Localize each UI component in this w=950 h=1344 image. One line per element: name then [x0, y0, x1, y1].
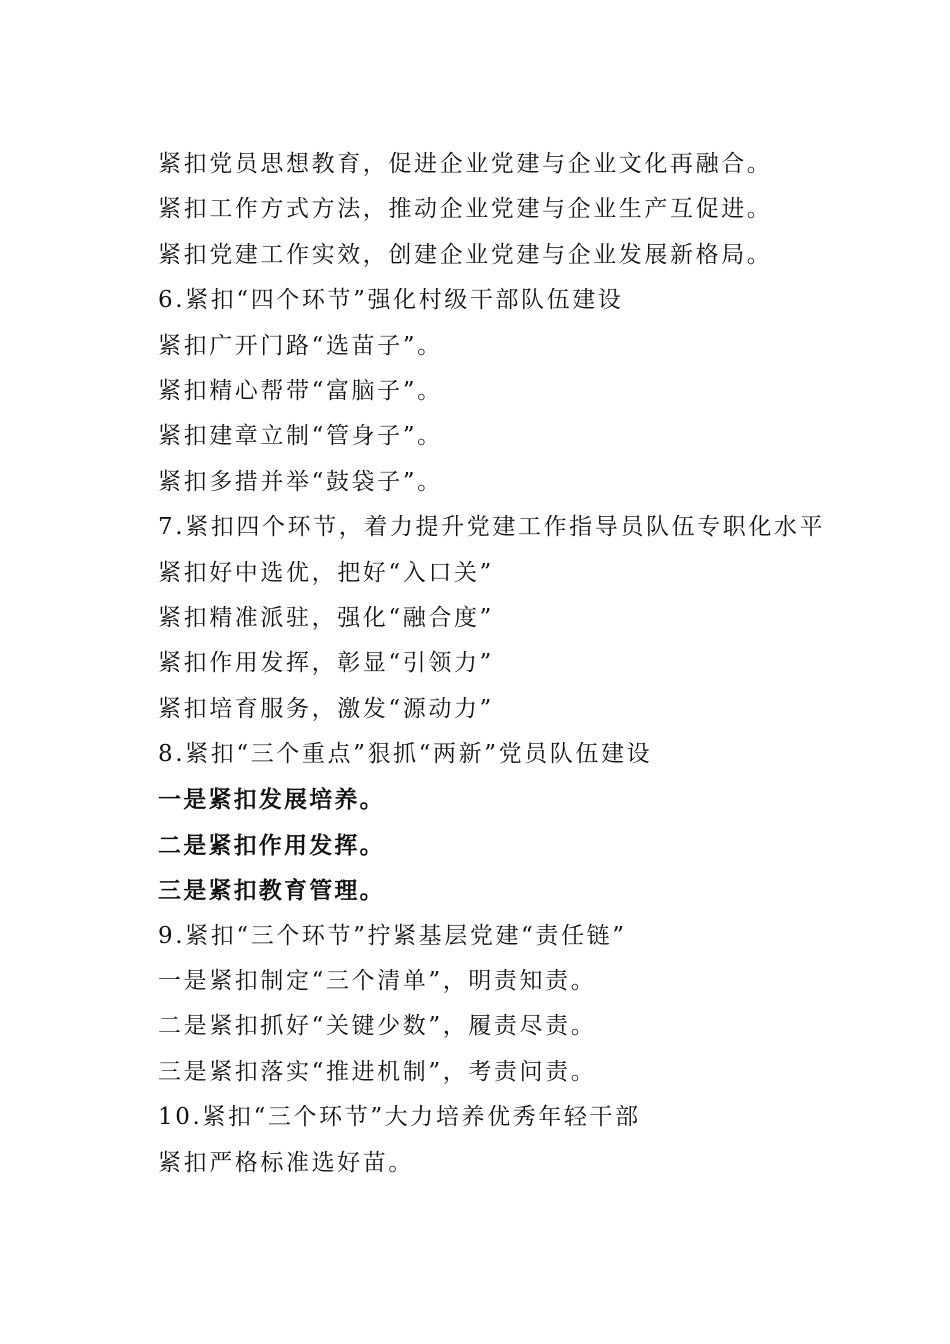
text-line: 紧扣作用发挥，彰显“引领力”	[158, 650, 494, 677]
section-heading: 6.紧扣“四个环节”强化村级干部队伍建设	[158, 287, 624, 314]
text-line: 紧扣严格标准选好苗。	[158, 1149, 414, 1176]
text-line: 紧扣广开门路“选苗子”。	[158, 332, 443, 359]
text-line: 三是紧扣落实“推进机制”，考责问责。	[158, 1058, 597, 1085]
text-line: 紧扣建章立制“管身子”。	[158, 423, 443, 450]
section-heading: 9.紧扣“三个环节”拧紧基层党建“责任链”	[158, 922, 627, 949]
text-line: 紧扣工作方式方法，推动企业党建与企业生产互促进。	[158, 196, 773, 223]
text-line: 紧扣好中选优，把好“入口关”	[158, 559, 494, 586]
section-heading: 10.紧扣“三个环节”大力培养优秀年轻干部	[158, 1104, 641, 1131]
section-heading: 8.紧扣“三个重点”狠抓“两新”党员队伍建设	[158, 741, 653, 768]
text-line: 紧扣多措并举“鼓袋子”。	[158, 468, 443, 495]
text-line: 二是紧扣作用发挥。	[158, 831, 385, 859]
section-heading: 7.紧扣四个环节，着力提升党建工作指导员队伍专职化水平	[158, 514, 826, 541]
text-line: 紧扣党员思想教育，促进企业党建与企业文化再融合。	[158, 151, 773, 177]
text-line: 紧扣培育服务，激发“源动力”	[158, 695, 494, 722]
text-line: 紧扣党建工作实效，创建企业党建与企业发展新格局。	[158, 241, 773, 268]
text-line: 一是紧扣制定“三个清单”，明责知责。	[158, 968, 597, 995]
text-line: 紧扣精准派驻，强化“融合度”	[158, 604, 494, 631]
document-body	[158, 142, 858, 1186]
text-line: 二是紧扣抓好“关键少数”，履责尽责。	[158, 1013, 597, 1040]
text-line: 三是紧扣教育管理。	[158, 877, 385, 905]
text-line: 紧扣精心帮带“富脑子”。	[158, 377, 443, 404]
text-line: 一是紧扣发展培养。	[158, 786, 385, 814]
